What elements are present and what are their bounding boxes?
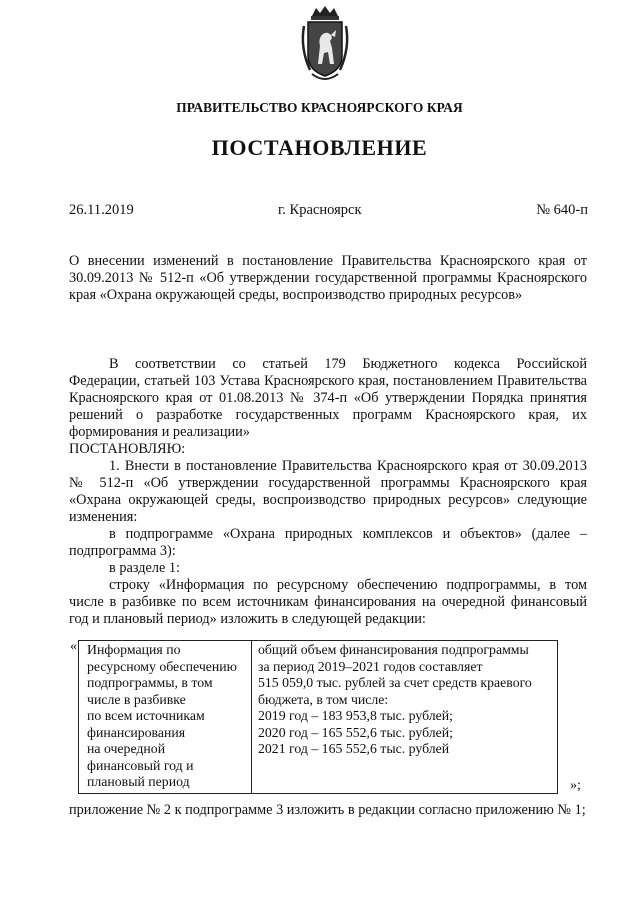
table-cell-line: плановый период xyxy=(87,774,190,789)
section-note: в разделе 1: xyxy=(109,560,181,576)
document-kind: ПОСТАНОВЛЕНИЕ xyxy=(211,135,428,160)
table-cell-label xyxy=(79,641,252,794)
item-1: 1. Внести в постановление Правительства Красноярского края от 30.09.2013 № 512-п «Об утверждении государственной программы Красноярского края «Охрана окружающей среды, воспроизводство природных ресурсов» следующие изменения: xyxy=(69,458,587,525)
table-cell-line: 515 059,0 тыс. рублей за счет средств краевого xyxy=(258,675,532,690)
subprogram-note: в подпрограмме «Охрана природных комплексов и объектов» (далее – подпрограмма 3): xyxy=(69,526,587,559)
government-name: ПРАВИТЕЛЬСТВО КРАСНОЯРСКОГО КРАЯ xyxy=(176,100,463,115)
table-cell-line: 2020 год – 165 552,6 тыс. рублей; xyxy=(258,724,453,740)
table-cell-line: 2019 год – 183 953,8 тыс. рублей; xyxy=(258,708,453,723)
appendix-note: приложение № 2 к подпрограмме 3 изложить в редакции согласно приложению № 1; xyxy=(69,802,586,818)
table-open-quote: « xyxy=(70,639,77,654)
table-cell-line: за период 2019–2021 годов составляет xyxy=(258,658,483,674)
table-cell-line: общий объем финансирования подпрограммы xyxy=(258,642,529,657)
table-cell-line: бюджета, в том числе: xyxy=(258,691,389,707)
preamble-first-line: В соответствии со статьей 179 Бюджетного кодекса Российской xyxy=(109,356,587,372)
table-close-quote: »; xyxy=(570,778,581,793)
document-subject: О внесении изменений в постановление Правительства Красноярского края от 30.09.2013 № 512-п «Об утверждении государственной программы Красноярского края «Охрана окружающей среды, воспроизводство природных ресурсов» xyxy=(69,253,587,303)
document-body xyxy=(69,356,587,628)
table-cell-line: по всем источникам xyxy=(87,708,205,723)
document-number: № 640-п xyxy=(536,202,588,218)
document-city: г. Красноярск xyxy=(278,202,362,218)
table-cell-line: Информация по xyxy=(87,642,181,657)
preamble-text: Федерации, статьей 103 Устава Красноярского края, постановлением Правительства Красноярского края от 01.08.2013 № 374-п «Об утверждении Порядка принятия решений о разработке государственных программ Красноярского края, их формирования и реализации» xyxy=(69,373,587,440)
table-cell-line: числе в разбивке xyxy=(87,691,186,707)
coat-of-arms-icon xyxy=(298,4,352,84)
table-cell-line: на очередной xyxy=(87,741,166,756)
table-cell-line: подпрограммы, в том xyxy=(87,675,213,690)
row-change-note: строку «Информация по ресурсному обеспечению подпрограммы, в том числе в разбивке по всем источникам финансирования на очередной финансовый год и плановый период» изложить в следующей редакции: xyxy=(69,577,587,627)
table-cell-line: финансирования xyxy=(87,724,186,740)
table-cell-value xyxy=(252,641,558,794)
table-row xyxy=(79,641,558,794)
document-date: 26.11.2019 xyxy=(69,202,134,218)
table-cell-line: финансовый год и xyxy=(87,757,194,773)
resolve-word: ПОСТАНОВЛЯЮ: xyxy=(69,441,186,457)
table-cell-line: ресурсному обеспечению xyxy=(87,658,237,674)
resource-table xyxy=(78,640,558,794)
table-cell-line: 2021 год – 165 552,6 тыс. рублей xyxy=(258,741,450,756)
